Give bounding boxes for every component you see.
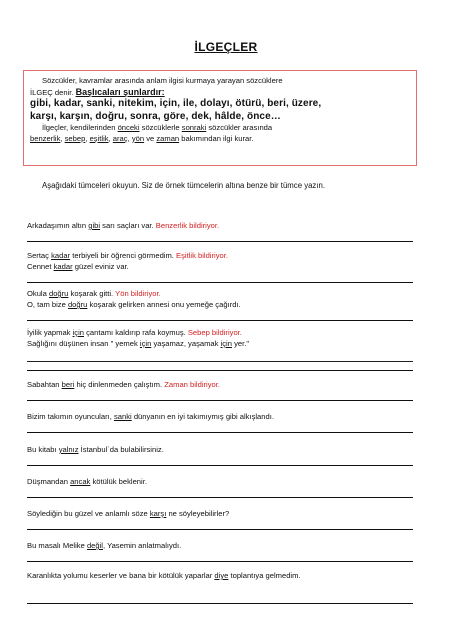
answer-line[interactable] <box>27 529 413 530</box>
practice-sentence: Düşmandan ancak kötülük beklenir. <box>27 477 147 486</box>
example-sentence: Okula doğru koşarak gitti. Yön bildiriyor. O, tam bize doğru koşarak gelirken annesi onu yemeğe çağırdı. <box>27 289 241 309</box>
ilgec-list-line: karşı, karşın, doğru, sonra, göre, dek, hâlde, önce… <box>30 110 281 122</box>
example-sentence: İyilik yapmak için çantamı kaldırıp rafa koymuş. Sebep bildiriyor. Sağlığını düşünen insan " yemek için yaşamaz, yaşamak için yer." <box>27 328 250 348</box>
answer-line[interactable] <box>27 361 413 362</box>
instruction-text: Aşağıdaki tümceleri okuyun. Siz de örnek tümcelerin altına benze bir tümce yazın. <box>42 181 325 190</box>
practice-sentence: Bu kitabı yalnız İstanbul`da bulabilirsiniz. <box>27 445 164 454</box>
answer-line[interactable] <box>27 320 413 321</box>
answer-line[interactable] <box>27 241 413 242</box>
definition-box <box>23 70 417 166</box>
definition-line: Sözcükler, kavramlar arasında anlam ilgisi kurmaya yarayan sözcüklere <box>42 76 283 85</box>
answer-line[interactable] <box>27 465 413 466</box>
practice-sentence: Bu masalı Melike değil, Yasemin anlatmalıydı. <box>27 541 182 550</box>
answer-line[interactable] <box>27 282 413 283</box>
answer-line[interactable] <box>27 561 413 562</box>
answer-line[interactable] <box>27 370 413 371</box>
practice-sentence: Karanlıkta yolumu keserler ve bana bir kötülük yaparlar diye toplantıya gelmedim. <box>27 571 301 580</box>
example-sentence: Sertaç kadar terbiyeli bir öğrenci görmedim. Eşitlik bildiriyor. Cennet kadar güzel eviniz var. <box>27 251 228 271</box>
example-sentence: Arkadaşımın altın gibi sarı saçları var. Benzerlik bildiriyor. <box>27 221 220 230</box>
practice-sentence: Bizim takımın oyuncuları, sanki dünyanın en iyi takımıymış gibi alkışlandı. <box>27 412 274 421</box>
practice-sentence: Söylediğin bu güzel ve anlamlı söze karşı ne söyleyebilirler? <box>27 509 230 518</box>
list-heading: Başlıcaları şunlardır: <box>75 86 165 97</box>
page-title: İLGEÇLER <box>194 40 258 54</box>
meaning-note: Zaman bildiriyor. <box>164 380 220 389</box>
description-line: İlgeçler, kendilerinden önceki sözcüklerle sonraki sözcükler arasında <box>42 123 273 132</box>
description-line: benzerlik, sebep, eşitlik, araç, yön ve zaman bakımından ilgi kurar. <box>30 133 254 143</box>
meaning-note: Benzerlik bildiriyor. <box>155 221 220 230</box>
ilgec-list-line: gibi, kadar, sanki, nitekim, için, ile, dolayı, ötürü, beri, üzere, <box>30 98 322 109</box>
meaning-note: Eşitlik bildiriyor. <box>176 251 228 260</box>
meaning-note: Yön bildiriyor. <box>115 289 161 298</box>
meaning-note: Sebep bildiriyor. <box>187 328 242 337</box>
example-sentence: Sabahtan beri hiç dinlenmeden çalıştım. Zaman bildiriyor. <box>27 380 220 389</box>
answer-line[interactable] <box>27 400 413 401</box>
answer-line[interactable] <box>27 497 413 498</box>
answer-line[interactable] <box>27 603 413 604</box>
answer-line[interactable] <box>27 432 413 433</box>
definition-line: İLGEÇ denir. Başlıcaları şunlardır: <box>30 86 165 97</box>
